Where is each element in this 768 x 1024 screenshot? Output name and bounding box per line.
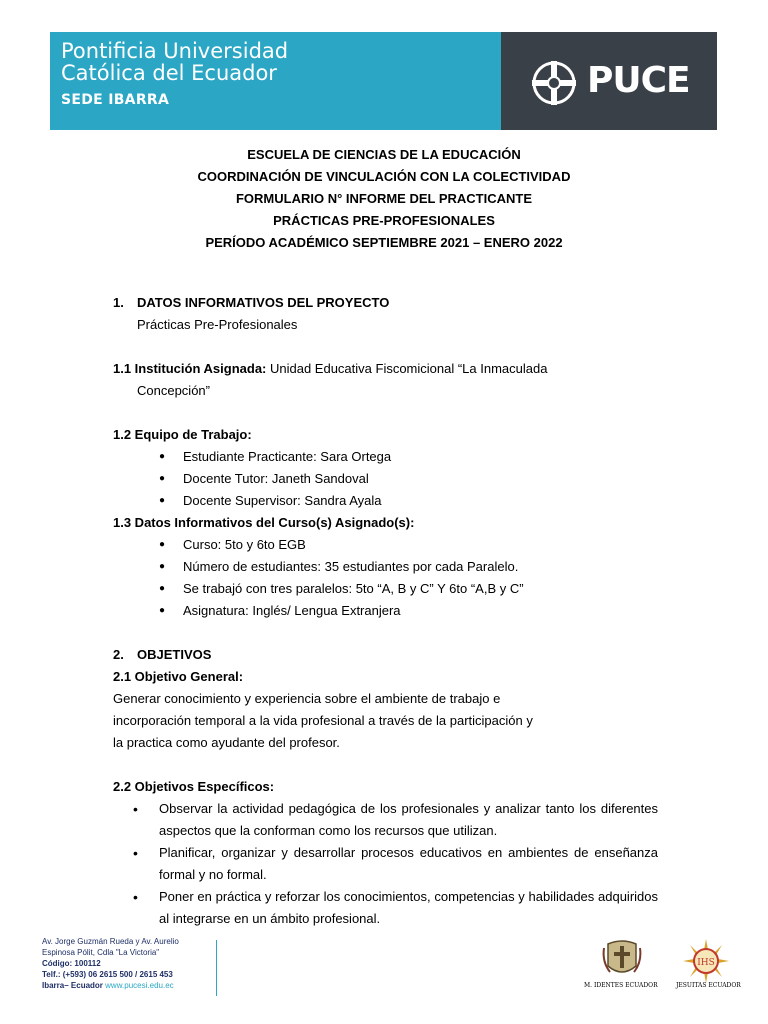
specific-objectives-label: 2.2 Objetivos Específicos: bbox=[113, 779, 275, 794]
footer-address bbox=[42, 936, 179, 991]
university-name-line2: Católica del Ecuador bbox=[61, 61, 277, 85]
paragraph-line: la practica como ayudante del profesor. bbox=[113, 735, 340, 750]
city: Ibarra– Ecuador bbox=[42, 981, 103, 990]
list-item: ● Estudiante Practicante: Sara Ortega bbox=[113, 446, 658, 468]
puce-logo-panel bbox=[501, 32, 717, 130]
list-item: • Poner en práctica y reforzar los conocimientos, competencias y habilidades adquiridos al integrarse en un ámbito profesional. bbox=[113, 886, 658, 930]
section-2-heading bbox=[113, 644, 658, 666]
address-line: Espinosa Pólit, Cdla "La Victoria" bbox=[42, 948, 160, 957]
title-line: ESCUELA DE CIENCIAS DE LA EDUCACIÓN bbox=[247, 147, 521, 162]
course-info-label: 1.3 Datos Informativos del Curso(s) Asignado(s): bbox=[113, 515, 415, 530]
institution-label: 1.1 Institución Asignada: bbox=[113, 361, 267, 376]
list-item: ● Número de estudiantes: 35 estudiantes por cada Paralelo. bbox=[113, 556, 658, 578]
puce-cross-icon bbox=[529, 58, 579, 108]
institution-value: Unidad Educativa Fiscomicional “La Inmaculada bbox=[266, 361, 548, 376]
postal-code: Código: 100112 bbox=[42, 959, 101, 968]
paragraph-line: incorporación temporal a la vida profesional a través de la participación y bbox=[113, 713, 533, 728]
institution-paragraph bbox=[113, 358, 658, 380]
document-titles bbox=[0, 144, 768, 254]
sede-label: SEDE IBARRA bbox=[61, 92, 170, 108]
section-number: 1. bbox=[113, 295, 124, 310]
paragraph-line: Generar conocimiento y experiencia sobre el ambiente de trabajo e bbox=[113, 691, 501, 706]
specific-objectives-list bbox=[113, 798, 658, 930]
list-item: • Planificar, organizar y desarrollar procesos educativos en ambientes de enseñanza formal y no formal. bbox=[113, 842, 658, 886]
university-name-line1: Pontificia Universidad bbox=[61, 39, 289, 63]
title-line: PERÍODO ACADÉMICO SEPTIEMBRE 2021 – ENERO 2022 bbox=[205, 235, 563, 250]
identes-label: M. IDENTES ECUADOR bbox=[584, 982, 658, 989]
list-item: ● Se trabajó con tres paralelos: 5to “A, B y C” Y 6to “A,B y C” bbox=[113, 578, 658, 600]
section-1-heading bbox=[113, 292, 658, 314]
list-item: ● Docente Supervisor: Sandra Ayala bbox=[113, 490, 658, 512]
footer-divider bbox=[216, 940, 217, 996]
phone: Telf.: (+593) 06 2615 500 / 2615 453 bbox=[42, 970, 173, 979]
university-name bbox=[61, 40, 288, 84]
institution-value-cont: Concepción” bbox=[137, 383, 210, 398]
svg-text:IHS: IHS bbox=[697, 958, 715, 968]
section-title: DATOS INFORMATIVOS DEL PROYECTO bbox=[137, 295, 390, 310]
general-objective-text bbox=[113, 688, 658, 754]
section-1-subtitle: Prácticas Pre-Profesionales bbox=[137, 317, 298, 332]
course-info-list bbox=[113, 534, 658, 622]
title-line: FORMULARIO N° INFORME DEL PRACTICANTE bbox=[235, 191, 532, 206]
document-body bbox=[113, 292, 658, 930]
list-item: ● Curso: 5to y 6to EGB bbox=[113, 534, 658, 556]
jesuitas-label: JESUITAS ECUADOR bbox=[676, 982, 741, 989]
title-line: PRÁCTICAS PRE-PROFESIONALES bbox=[273, 213, 495, 228]
general-objective-label: 2.1 Objetivo General: bbox=[113, 669, 244, 684]
list-item: ● Docente Tutor: Janeth Sandoval bbox=[113, 468, 658, 490]
header-banner bbox=[50, 32, 717, 130]
jesuitas-seal-icon bbox=[682, 938, 730, 984]
website-link[interactable]: www.pucesi.edu.ec bbox=[105, 981, 174, 990]
identes-seal-icon bbox=[600, 938, 644, 980]
puce-logo-text: PUCE bbox=[587, 60, 690, 101]
list-item: ● Asignatura: Inglés/ Lengua Extranjera bbox=[113, 600, 658, 622]
work-team-list bbox=[113, 446, 658, 512]
university-name-panel bbox=[50, 32, 501, 130]
section-title: OBJETIVOS bbox=[137, 647, 212, 662]
section-number: 2. bbox=[113, 647, 124, 662]
address-line: Av. Jorge Guzmán Rueda y Av. Aurelio bbox=[42, 937, 179, 946]
title-line: COORDINACIÓN DE VINCULACIÓN CON LA COLECTIVIDAD bbox=[197, 169, 571, 184]
list-item: • Observar la actividad pedagógica de los profesionales y analizar tanto los diferentes aspectos que la conforman como los recursos que utilizan. bbox=[113, 798, 658, 842]
work-team-label: 1.2 Equipo de Trabajo: bbox=[113, 427, 252, 442]
